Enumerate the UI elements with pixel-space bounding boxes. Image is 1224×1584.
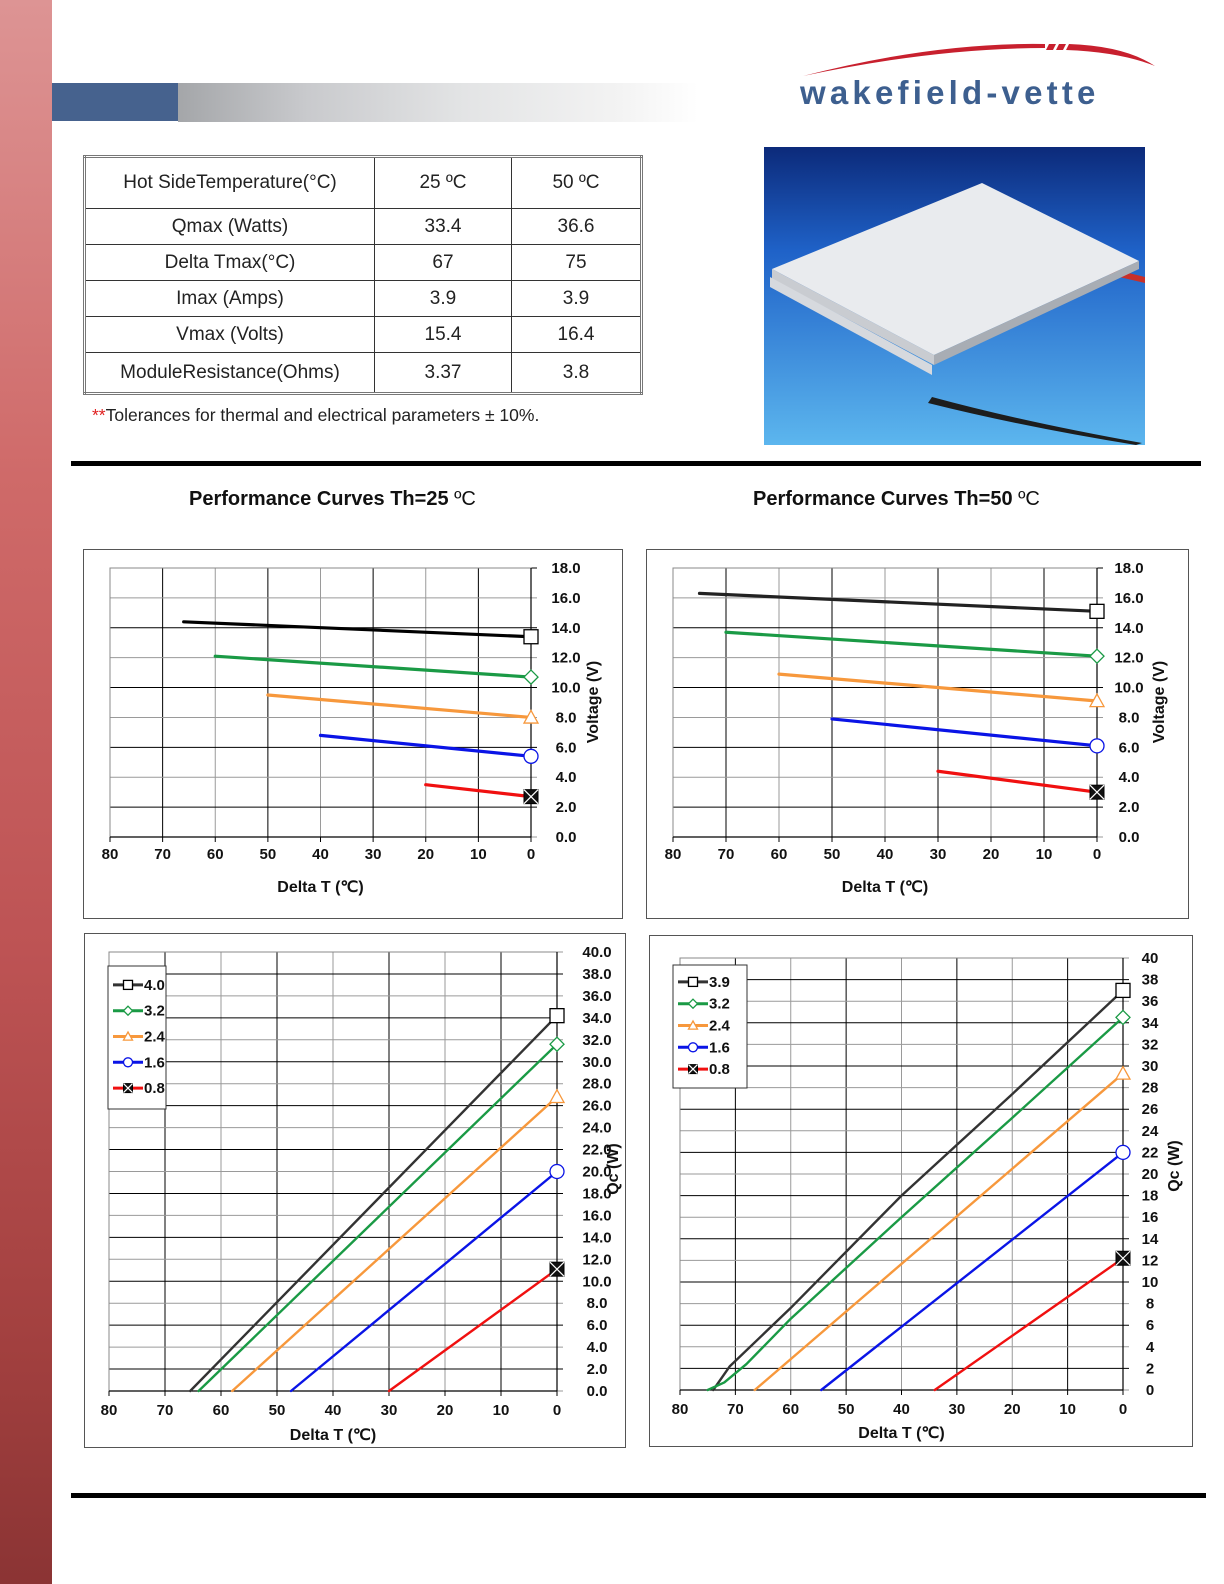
triangle-marker-icon: [1116, 1067, 1130, 1080]
x-tick-label: 40: [893, 1401, 910, 1418]
spec-label: ModuleResistance(Ohms): [85, 353, 375, 394]
series-3.2: [215, 656, 538, 684]
y-tick-label: 12: [1141, 1252, 1159, 1270]
series-0.8: [935, 1251, 1130, 1390]
product-photo: [764, 147, 1145, 445]
series-4.0: [190, 1009, 564, 1391]
y-tick-label: 18: [1141, 1187, 1159, 1205]
y-tick-label: 14.0: [1114, 619, 1144, 637]
x-tick-label: 80: [664, 846, 682, 863]
spec-value: 15.4: [375, 317, 512, 353]
qc-chart-25: [84, 933, 626, 1448]
series-line: [708, 1017, 1123, 1390]
series-2.4: [755, 1067, 1130, 1390]
company-logo: [795, 38, 1170, 118]
spec-header-cell: Hot SideTemperature(°C): [85, 157, 375, 209]
y-tick-label: 12.0: [1114, 649, 1144, 667]
y-tick-label: 16: [1141, 1209, 1159, 1227]
diamond-marker-icon: [524, 670, 538, 684]
y-tick-label: 4.0: [555, 769, 577, 787]
x-axis-title: Delta T (℃): [277, 879, 364, 896]
x-tick-label: 60: [212, 1402, 230, 1419]
y-tick-label: 10.0: [582, 1273, 612, 1291]
series-2.4: [779, 674, 1104, 707]
x-tick-label: 60: [206, 846, 224, 863]
y-tick-label: 22.0: [582, 1141, 612, 1159]
series-line: [268, 695, 531, 717]
series-line: [389, 1269, 557, 1391]
series-line: [184, 622, 531, 637]
y-tick-label: 10.0: [1114, 679, 1144, 697]
voltage-chart-25: [83, 549, 623, 919]
spec-label: Imax (Amps): [85, 281, 375, 317]
y-tick-label: 6.0: [555, 739, 577, 757]
y-tick-label: 20.0: [582, 1163, 612, 1181]
spec-label: Vmax (Volts): [85, 317, 375, 353]
y-tick-label: 0.0: [1118, 829, 1140, 846]
series-line: [832, 719, 1097, 746]
series-line: [190, 1016, 557, 1391]
y-tick-label: 18.0: [551, 560, 581, 577]
spec-value: 3.9: [375, 281, 512, 317]
x-tick-label: 70: [156, 1402, 174, 1419]
divider-top: [71, 461, 1201, 466]
y-tick-label: 16.0: [1114, 589, 1144, 607]
y-axis-title: Voltage (V): [1151, 660, 1168, 744]
logo-text: wakefield-vette: [800, 74, 1100, 111]
x-tick-label: 10: [1059, 1401, 1076, 1418]
spec-value: 3.37: [375, 353, 512, 394]
spec-label: Delta Tmax(°C): [85, 245, 375, 281]
series-line: [726, 632, 1097, 656]
y-tick-label: 38.0: [582, 965, 612, 983]
series-3.2: [199, 1037, 564, 1391]
x-tick-label: 50: [268, 1402, 286, 1419]
legend-label: 0.8: [709, 1061, 730, 1079]
x-tick-label: 30: [380, 1402, 398, 1419]
x-tick-label: 40: [312, 846, 329, 863]
square-marker-icon: [550, 1009, 564, 1023]
y-axis-title: Qc (W): [605, 1143, 622, 1195]
spec-header-cell: 25 ºC: [375, 157, 512, 209]
square-marker-icon: [124, 980, 133, 989]
diamond-marker-icon: [1090, 649, 1104, 663]
y-tick-label: 10: [1141, 1274, 1159, 1291]
circle-marker-icon: [550, 1165, 564, 1179]
y-tick-label: 30: [1141, 1058, 1159, 1075]
section-title-unit: ºC: [1018, 488, 1040, 510]
series-4.0: [184, 622, 538, 644]
spec-value: 3.9: [512, 281, 642, 317]
y-tick-label: 26: [1141, 1101, 1159, 1119]
section-title-50: [753, 488, 1040, 511]
x-tick-label: 10: [1035, 846, 1053, 863]
y-tick-label: 34.0: [582, 1009, 612, 1027]
legend-label: 3.2: [144, 1002, 165, 1020]
qc-chart-50-svg: [650, 936, 1194, 1448]
y-tick-label: 8: [1145, 1295, 1155, 1313]
series-0.8: [426, 785, 538, 804]
legend-label: 3.9: [709, 973, 730, 991]
spec-row: [85, 209, 642, 245]
voltage-chart-50: [646, 549, 1189, 919]
series-line: [713, 990, 1123, 1390]
spec-table-header: [85, 157, 642, 209]
x-tick-label: 60: [782, 1401, 800, 1418]
chart-legend: [108, 966, 166, 1109]
legend-label: 1.6: [709, 1039, 730, 1057]
y-tick-label: 14: [1141, 1230, 1159, 1248]
spec-header-cell: 50 ºC: [512, 157, 642, 209]
x-tick-label: 70: [717, 846, 735, 863]
series-line: [700, 593, 1098, 611]
note-text: Tolerances for thermal and electrical parameters ± 10%.: [105, 405, 540, 425]
circle-marker-icon: [689, 1043, 698, 1052]
grid: [109, 952, 563, 1396]
y-tick-label: 10.0: [551, 679, 581, 697]
grid: [110, 568, 537, 842]
spec-row: [85, 317, 642, 353]
y-tick-label: 24: [1141, 1122, 1159, 1140]
qc-chart-50: [649, 935, 1193, 1447]
y-tick-label: 32.0: [582, 1031, 612, 1049]
x-tick-label: 0: [526, 846, 536, 863]
x-axis-title: Delta T (℃): [858, 1425, 945, 1442]
spec-table: [83, 155, 643, 395]
legend-label: 2.4: [144, 1028, 165, 1046]
x-tick-label: 0: [552, 1402, 562, 1419]
logo-swoosh-icon: [795, 38, 1170, 78]
x-tick-label: 30: [929, 846, 947, 863]
circle-marker-icon: [1116, 1145, 1130, 1159]
series-1.6: [821, 1145, 1130, 1390]
x-tick-label: 60: [770, 846, 788, 863]
spec-value: 33.4: [375, 209, 512, 245]
legend-label: 0.8: [144, 1080, 165, 1098]
y-tick-label: 16.0: [551, 589, 581, 607]
y-tick-label: 36.0: [582, 987, 612, 1005]
spec-value: 67: [375, 245, 512, 281]
legend-label: 1.6: [144, 1054, 165, 1072]
x-tick-label: 20: [436, 1402, 454, 1419]
x-tick-label: 80: [671, 1401, 689, 1418]
y-tick-label: 26.0: [582, 1097, 612, 1115]
y-tick-label: 0.0: [586, 1383, 608, 1400]
legend-label: 2.4: [709, 1017, 730, 1035]
x-tick-label: 40: [876, 846, 894, 863]
series-1.6: [291, 1165, 564, 1392]
y-tick-label: 16.0: [582, 1207, 612, 1225]
section-title-text: Performance Curves Th=25: [189, 488, 449, 510]
y-tick-label: 4: [1145, 1338, 1155, 1356]
x-axis-title: Delta T (℃): [841, 879, 929, 896]
y-tick-label: 4.0: [586, 1339, 608, 1357]
y-tick-label: 34: [1141, 1014, 1159, 1032]
y-tick-label: 2.0: [1118, 799, 1140, 817]
circle-marker-icon: [524, 749, 538, 763]
tolerance-note: [92, 405, 539, 426]
spec-value: 16.4: [512, 317, 642, 353]
series-3.2: [726, 632, 1104, 663]
y-tick-label: 32: [1141, 1036, 1159, 1054]
y-tick-label: 40: [1141, 950, 1159, 967]
voltage-chart-25-svg: [84, 550, 624, 920]
x-tick-label: 20: [982, 846, 1000, 863]
divider-bottom: [71, 1493, 1206, 1498]
spec-value: 3.8: [512, 353, 642, 394]
series-3.2: [708, 1010, 1130, 1390]
triangle-marker-icon: [550, 1090, 564, 1103]
x-tick-label: 0: [1118, 1401, 1128, 1418]
series-0.8: [938, 771, 1104, 799]
y-tick-label: 8.0: [555, 709, 577, 727]
x-tick-label: 30: [948, 1401, 966, 1418]
series-line: [821, 1152, 1123, 1390]
x-tick-label: 30: [364, 846, 382, 863]
circle-marker-icon: [124, 1058, 133, 1067]
series-line: [938, 771, 1097, 792]
y-tick-label: 2: [1145, 1360, 1155, 1378]
x-tick-label: 50: [823, 846, 841, 863]
section-title-text: Performance Curves Th=50: [753, 488, 1013, 510]
sidebar-stripe: [0, 0, 52, 1584]
y-tick-label: 28.0: [582, 1075, 612, 1093]
series-2.4: [232, 1090, 564, 1391]
y-tick-label: 28: [1141, 1079, 1159, 1097]
square-marker-icon: [1090, 604, 1104, 618]
y-tick-label: 36: [1141, 993, 1159, 1011]
y-tick-label: 6.0: [1118, 739, 1140, 757]
x-axis-title: Delta T (℃): [289, 1427, 377, 1444]
series-2.4: [268, 695, 538, 723]
series-1.6: [321, 735, 539, 763]
y-tick-label: 14.0: [582, 1229, 612, 1247]
note-asterisks: **: [92, 405, 106, 425]
y-tick-label: 40.0: [582, 944, 612, 961]
series-3.9: [700, 593, 1105, 618]
legend-label: 3.2: [709, 995, 730, 1013]
x-tick-label: 50: [837, 1401, 855, 1418]
y-tick-label: 0: [1145, 1382, 1155, 1399]
x-tick-label: 20: [417, 846, 435, 863]
x-tick-label: 10: [470, 846, 487, 863]
x-tick-label: 20: [1003, 1401, 1021, 1418]
y-tick-label: 30.0: [582, 1053, 612, 1071]
spec-row: [85, 353, 642, 394]
y-tick-label: 2.0: [555, 799, 577, 817]
section-title-unit: ºC: [454, 488, 476, 510]
x-tick-label: 70: [727, 1401, 744, 1418]
y-tick-label: 6: [1145, 1317, 1155, 1335]
x-tick-label: 0: [1092, 846, 1102, 863]
header-gradient-bar: [178, 83, 698, 122]
y-tick-label: 6.0: [586, 1317, 608, 1335]
y-tick-label: 18.0: [582, 1185, 612, 1203]
y-tick-label: 38: [1141, 971, 1159, 989]
square-marker-icon: [689, 977, 698, 986]
qc-chart-25-svg: [85, 934, 627, 1449]
square-marker-icon: [1116, 983, 1130, 997]
voltage-chart-50-svg: [647, 550, 1190, 920]
y-tick-label: 8.0: [586, 1295, 608, 1313]
spec-row: [85, 281, 642, 317]
x-tick-label: 50: [259, 846, 277, 863]
spec-value: 75: [512, 245, 642, 281]
x-tick-label: 10: [492, 1402, 510, 1419]
spec-value: 36.6: [512, 209, 642, 245]
y-tick-label: 12.0: [551, 649, 581, 667]
y-axis-title: Voltage (V): [585, 660, 602, 744]
y-axis-title: Qc (W): [1166, 1140, 1183, 1192]
x-tick-label: 40: [324, 1402, 342, 1419]
y-tick-label: 0.0: [555, 829, 577, 846]
x-tick-label: 80: [101, 846, 119, 863]
y-tick-label: 24.0: [582, 1119, 612, 1137]
header-blue-bar: [52, 83, 178, 121]
chart-legend: [673, 965, 747, 1088]
x-tick-label: 80: [100, 1402, 118, 1419]
y-tick-label: 22: [1141, 1144, 1159, 1162]
legend-label: 4.0: [144, 976, 165, 994]
y-tick-label: 8.0: [1118, 709, 1140, 727]
y-tick-label: 12.0: [582, 1251, 612, 1269]
series-line: [199, 1044, 557, 1391]
y-tick-label: 20: [1141, 1166, 1159, 1183]
y-tick-label: 18.0: [1114, 560, 1144, 577]
x-tick-label: 70: [154, 846, 171, 863]
square-marker-icon: [524, 630, 538, 644]
y-tick-label: 14.0: [551, 619, 581, 637]
y-tick-label: 2.0: [586, 1361, 608, 1379]
spec-label: Qmax (Watts): [85, 209, 375, 245]
y-tick-label: 4.0: [1118, 769, 1140, 787]
section-title-25: [189, 488, 476, 511]
circle-marker-icon: [1090, 739, 1104, 753]
spec-row: [85, 245, 642, 281]
